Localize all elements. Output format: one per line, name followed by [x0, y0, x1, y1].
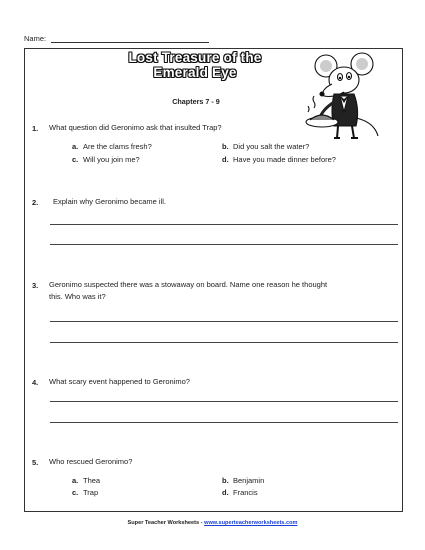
question-5-option-c[interactable] [72, 488, 98, 497]
answer-line[interactable] [50, 401, 398, 402]
option-text: Are the clams fresh? [83, 142, 152, 151]
option-text: Francis [233, 488, 258, 497]
question-1-option-a[interactable] [72, 142, 152, 151]
option-letter: b. [222, 142, 229, 151]
page-title [110, 50, 280, 80]
answer-line[interactable] [50, 321, 398, 322]
option-text: Benjamin [233, 476, 265, 485]
option-letter: b. [222, 476, 229, 485]
question-5-text: Who rescued Geronimo? [49, 457, 133, 466]
question-1-option-d[interactable] [222, 155, 336, 164]
option-letter: d. [222, 488, 229, 497]
chapters-subtitle: Chapters 7 - 9 [172, 97, 220, 106]
option-letter: a. [72, 142, 79, 151]
option-text: Did you salt the water? [233, 142, 310, 151]
option-text: Thea [83, 476, 101, 485]
answer-line[interactable] [50, 342, 398, 343]
title-line-2: Emerald Eye [153, 65, 237, 80]
name-field[interactable] [51, 42, 209, 43]
answer-line[interactable] [50, 422, 398, 423]
question-3-text-line-2: this. Who was it? [49, 292, 106, 301]
mouse-waiter-illustration [304, 52, 384, 142]
option-letter: d. [222, 155, 229, 164]
question-1-text: What question did Geronimo ask that insulted Trap? [49, 123, 222, 132]
option-text: Trap [83, 488, 99, 497]
question-5-option-a[interactable] [72, 476, 100, 485]
option-letter: c. [72, 488, 79, 497]
title-line-1: Lost Treasure of the [128, 50, 262, 65]
footer-url-link[interactable]: www.superteacherworksheets.com [204, 520, 298, 526]
option-text: Have you made dinner before? [233, 155, 336, 164]
question-1-option-c[interactable] [72, 155, 140, 164]
footer [0, 520, 425, 526]
footer-separator: - [199, 520, 205, 526]
option-letter: c. [72, 155, 79, 164]
footer-brand: Super Teacher Worksheets [127, 520, 200, 526]
option-text: Will you join me? [83, 155, 140, 164]
question-5-option-d[interactable] [222, 488, 258, 497]
question-3-number: 3. [32, 281, 39, 290]
question-5-option-b[interactable] [222, 476, 264, 485]
question-4-text: What scary event happened to Geronimo? [49, 377, 190, 386]
question-1-option-b[interactable] [222, 142, 309, 151]
question-5-number: 5. [32, 458, 39, 467]
question-3-text-line-1: Geronimo suspected there was a stowaway on board. Name one reason he thought [49, 280, 328, 289]
question-2-number: 2. [32, 198, 39, 207]
answer-line[interactable] [50, 224, 398, 225]
name-label: Name: [24, 34, 47, 43]
answer-line[interactable] [50, 244, 398, 245]
option-letter: a. [72, 476, 79, 485]
question-4-number: 4. [32, 378, 39, 387]
question-1-number: 1. [32, 124, 39, 133]
question-2-text: Explain why Geronimo became ill. [53, 197, 166, 206]
